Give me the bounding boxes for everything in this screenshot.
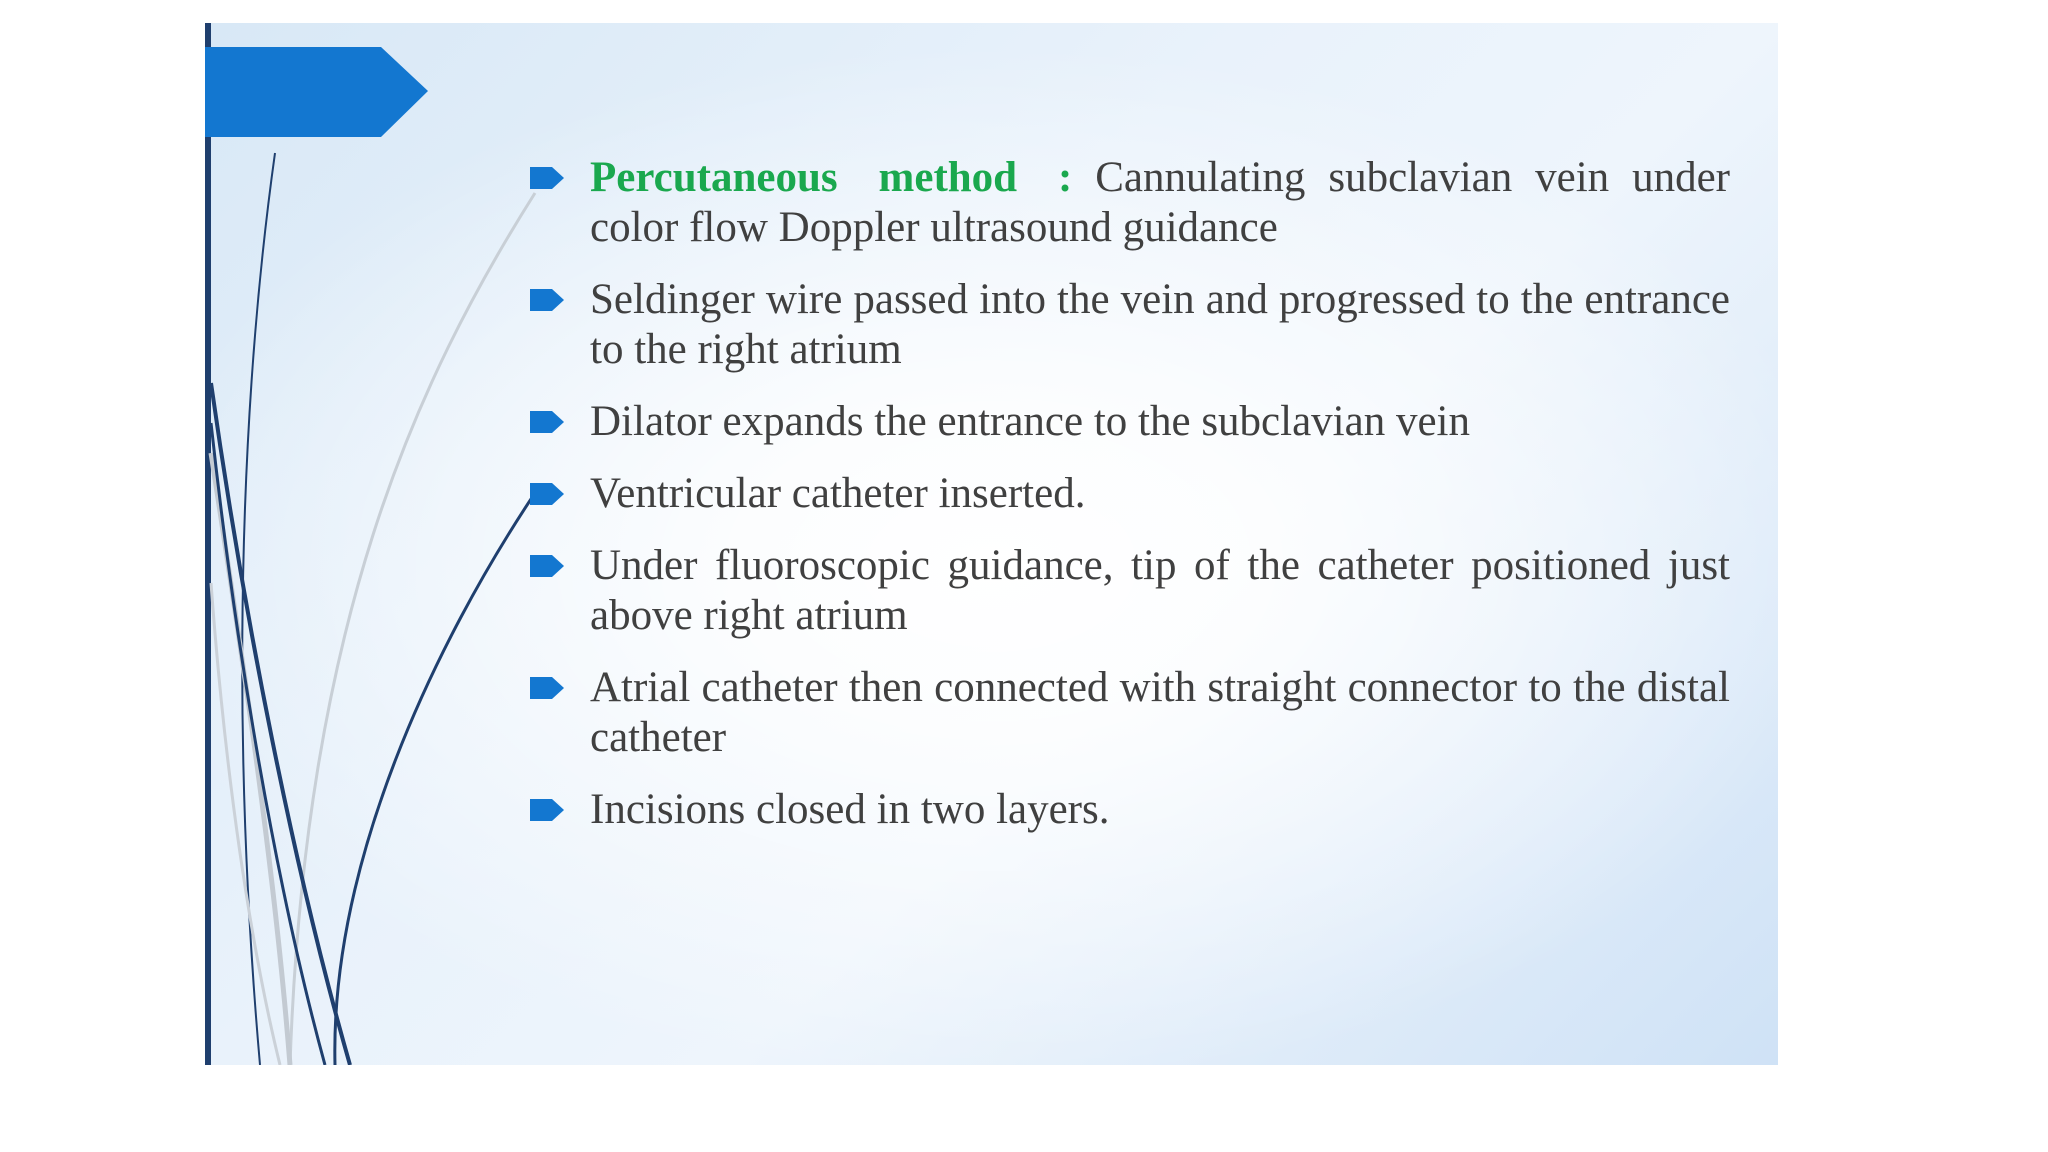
slide — [205, 23, 1778, 1065]
bullet-text: Atrial catheter then connected with straight connector to the distal catheter — [590, 664, 1730, 761]
arrow-pentagon-icon — [530, 289, 564, 311]
arrow-pentagon-icon — [530, 799, 564, 821]
bullet-item — [530, 541, 1730, 641]
arrow-pentagon-icon — [530, 555, 564, 577]
arrow-pentagon-icon — [530, 411, 564, 433]
bullet-item — [530, 663, 1730, 763]
bullet-item — [530, 469, 1730, 519]
bullet-item — [530, 153, 1730, 253]
bullet-item — [530, 785, 1730, 835]
bullet-text: Cannulating subclavian vein under color flow Doppler ultrasound guidance — [590, 154, 1730, 251]
title-tab-shape — [205, 23, 445, 143]
bullet-text: Ventricular catheter inserted. — [590, 470, 1086, 517]
bullet-text: Dilator expands the entrance to the subclavian vein — [590, 398, 1470, 445]
bullet-lead-text: Percutaneous method : — [590, 154, 1073, 201]
arrow-pentagon-icon — [530, 677, 564, 699]
bullet-item — [530, 397, 1730, 447]
bullet-text: Incisions closed in two layers. — [590, 786, 1110, 833]
bullet-text: Under fluoroscopic guidance, tip of the catheter positioned just above right atrium — [590, 542, 1730, 639]
arrow-pentagon-icon — [530, 483, 564, 505]
arrow-pentagon-icon — [530, 167, 564, 189]
bullet-text: Seldinger wire passed into the vein and progressed to the entrance to the right atrium — [590, 276, 1730, 373]
bullet-item — [530, 275, 1730, 375]
bullet-list — [530, 153, 1730, 857]
